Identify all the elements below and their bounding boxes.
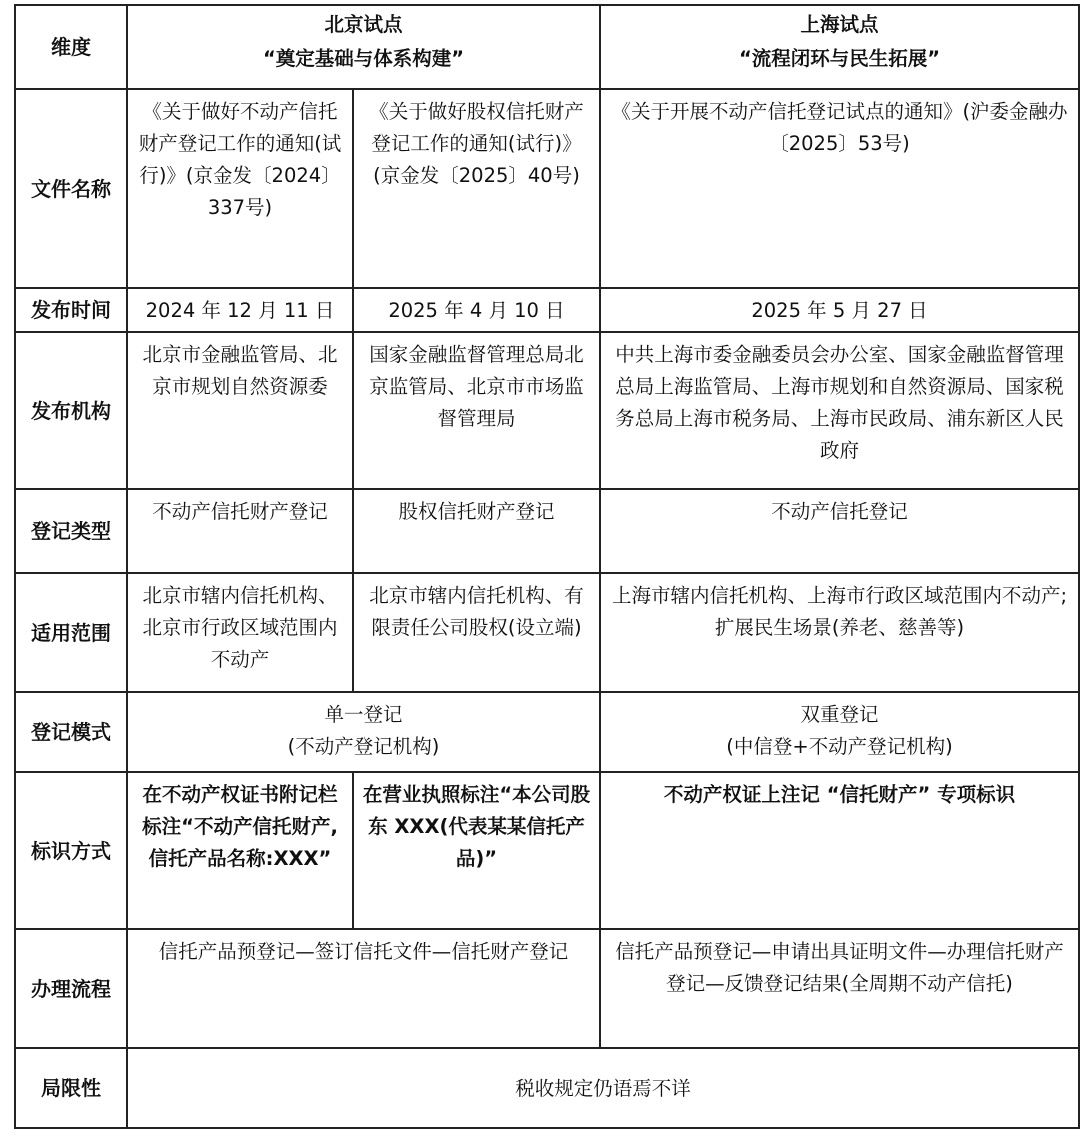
scope-bj-equity: 北京市辖内信托机构、有限责任公司股权(设立端) — [353, 573, 600, 692]
row-scope — [15, 573, 1079, 692]
file-name-bj-equity: 《关于做好股权信托财产登记工作的通知(试行)》(京金发〔2025〕40号) — [353, 89, 600, 288]
label-issuer: 发布机构 — [15, 332, 127, 489]
shanghai-subtitle: “流程闭环与民生拓展” — [738, 47, 941, 70]
header-beijing — [127, 5, 600, 89]
mode-beijing-line1: 单一登记 — [324, 703, 403, 726]
mode-beijing-line2: (不动产登记机构) — [287, 735, 440, 758]
header-shanghai — [600, 5, 1079, 89]
row-file-name — [15, 89, 1079, 288]
scope-bj-real-estate: 北京市辖内信托机构、北京市行政区域范围内不动产 — [127, 573, 353, 692]
mode-shanghai — [600, 692, 1079, 772]
beijing-subtitle: “奠定基础与体系构建” — [262, 47, 465, 70]
mode-beijing — [127, 692, 600, 772]
issuer-bj-equity: 国家金融监督管理总局北京监管局、北京市市场监督管理局 — [353, 332, 600, 489]
header-row — [15, 5, 1079, 89]
registration-type-bj-equity: 股权信托财产登记 — [353, 489, 600, 573]
issuer-shanghai: 中共上海市委金融委员会办公室、国家金融监督管理总局上海监管局、上海市规划和自然资源局、国家税务总局上海市税务局、上海市民政局、浦东新区人民政府 — [600, 332, 1079, 489]
mode-shanghai-line1: 双重登记 — [800, 703, 879, 726]
shanghai-title: 上海试点 — [800, 13, 879, 36]
release-date-bj-real-estate: 2024 年 12 月 11 日 — [127, 288, 353, 332]
label-release-date: 发布时间 — [15, 288, 127, 332]
label-process: 办理流程 — [15, 929, 127, 1048]
label-scope: 适用范围 — [15, 573, 127, 692]
row-issuer — [15, 332, 1079, 489]
scope-shanghai: 上海市辖内信托机构、上海市行政区域范围内不动产;扩展民生场景(养老、慈善等) — [600, 573, 1079, 692]
release-date-bj-equity: 2025 年 4 月 10 日 — [353, 288, 600, 332]
issuer-bj-real-estate: 北京市金融监管局、北京市规划自然资源委 — [127, 332, 353, 489]
beijing-title: 北京试点 — [324, 13, 403, 36]
marking-bj-equity: 在营业执照标注“本公司股东 XXX(代表某某信托产品)” — [353, 772, 600, 929]
comparison-table — [14, 4, 1080, 1129]
limitation-value: 税收规定仍语焉不详 — [127, 1048, 1079, 1128]
release-date-shanghai: 2025 年 5 月 27 日 — [600, 288, 1079, 332]
file-name-shanghai: 《关于开展不动产信托登记试点的通知》(沪委金融办〔2025〕53号) — [600, 89, 1079, 288]
label-mode: 登记模式 — [15, 692, 127, 772]
marking-shanghai: 不动产权证上注记 “信托财产” 专项标识 — [600, 772, 1079, 929]
process-shanghai: 信托产品预登记—申请出具证明文件—办理信托财产登记—反馈登记结果(全周期不动产信托) — [600, 929, 1079, 1048]
row-process — [15, 929, 1079, 1048]
row-release-date — [15, 288, 1079, 332]
label-file-name: 文件名称 — [15, 89, 127, 288]
marking-bj-real-estate: 在不动产权证书附记栏标注“不动产信托财产,信托产品名称:XXX” — [127, 772, 353, 929]
label-registration-type: 登记类型 — [15, 489, 127, 573]
row-marking — [15, 772, 1079, 929]
header-dimension: 维度 — [15, 5, 127, 89]
row-registration-type — [15, 489, 1079, 573]
registration-type-shanghai: 不动产信托登记 — [600, 489, 1079, 573]
file-name-bj-real-estate: 《关于做好不动产信托财产登记工作的通知(试行)》(京金发〔2024〕337号) — [127, 89, 353, 288]
registration-type-bj-real-estate: 不动产信托财产登记 — [127, 489, 353, 573]
row-mode — [15, 692, 1079, 772]
mode-shanghai-line2: (中信登+不动产登记机构) — [726, 735, 953, 758]
label-limitation: 局限性 — [15, 1048, 127, 1128]
row-limitation — [15, 1048, 1079, 1128]
label-marking: 标识方式 — [15, 772, 127, 929]
process-beijing: 信托产品预登记—签订信托文件—信托财产登记 — [127, 929, 600, 1048]
